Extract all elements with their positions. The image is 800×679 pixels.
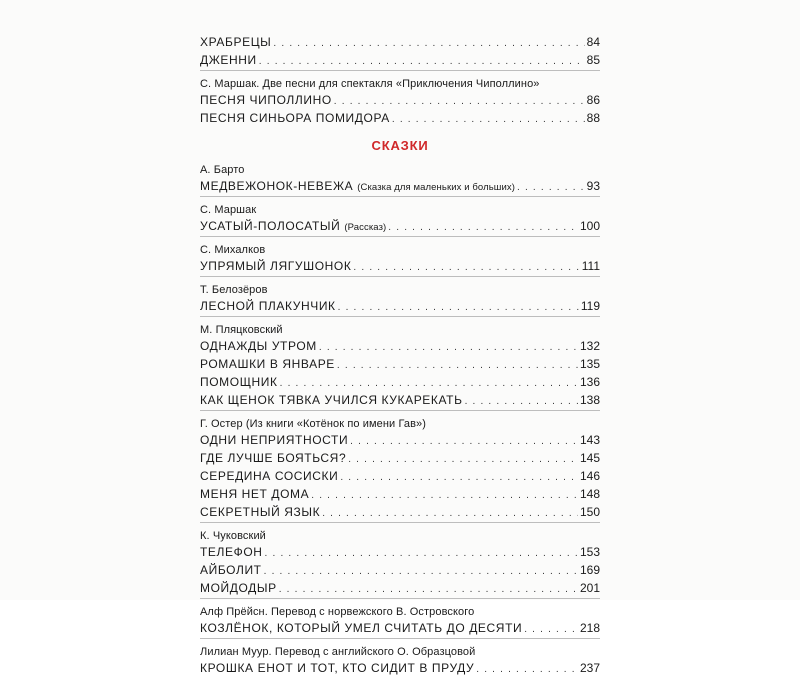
- toc-entry: [200, 543, 600, 561]
- entry-subtitle: (Рассказ): [344, 222, 387, 233]
- dot-leader: [388, 219, 578, 237]
- entry-page: 111: [581, 259, 600, 273]
- author-line: С. Михалков: [200, 244, 266, 256]
- toc-entry: [200, 373, 600, 391]
- dot-leader: [279, 581, 578, 599]
- dot-leader: [265, 545, 578, 563]
- toc-entry: [200, 109, 600, 127]
- author-line: К. Чуковский: [200, 530, 266, 542]
- entry-title: УСАТЫЙ-ПОЛОСАТЫЙ: [200, 219, 341, 233]
- dot-leader: [350, 433, 578, 451]
- dot-leader: [259, 53, 585, 71]
- entry-title: ХРАБРЕЦЫ: [200, 35, 272, 49]
- toc-entry: [200, 51, 600, 69]
- toc-entry: [200, 391, 600, 409]
- toc-entry: [200, 619, 600, 637]
- dot-leader: [353, 259, 579, 277]
- entry-page: 88: [586, 111, 600, 125]
- toc-entry: [200, 297, 600, 315]
- toc-entry: [200, 91, 600, 109]
- entry-page: 169: [579, 563, 600, 577]
- toc-entry: [200, 485, 600, 503]
- toc-entry: [200, 503, 600, 521]
- entry-page: 119: [580, 299, 600, 313]
- entry-title: ЛЕСНОЙ ПЛАКУНЧИК: [200, 299, 336, 313]
- table-of-contents: [200, 33, 600, 677]
- entry-title: АЙБОЛИТ: [200, 563, 262, 577]
- entry-title: ДЖЕННИ: [200, 53, 257, 67]
- toc-entry: [200, 561, 600, 579]
- entry-page: 85: [586, 53, 600, 67]
- entry-page: 148: [579, 487, 600, 501]
- entry-title: МЕДВЕЖОНОК-НЕВЕЖА: [200, 179, 354, 193]
- section-title: СКАЗКИ: [371, 138, 429, 153]
- dot-leader: [348, 451, 578, 469]
- entry-page: 153: [579, 545, 600, 559]
- toc-entry: [200, 431, 600, 449]
- entry-title: МЕНЯ НЕТ ДОМА: [200, 487, 310, 501]
- author-line: Г. Остер (Из книги «Котёнок по имени Гав»): [200, 418, 427, 430]
- entry-title: МОЙДОДЫР: [200, 581, 277, 595]
- entry-page: 84: [586, 35, 600, 49]
- entry-title: СЕКРЕТНЫЙ ЯЗЫК: [200, 505, 321, 519]
- author-line: Алф Прёйсн. Перевод с норвежского В. Островского: [200, 606, 475, 618]
- dot-leader: [322, 505, 578, 523]
- entry-page: 86: [586, 93, 600, 107]
- entry-page: 136: [579, 375, 600, 389]
- entry-page: 143: [579, 433, 600, 447]
- dot-leader: [273, 35, 584, 53]
- entry-page: 201: [579, 581, 600, 595]
- entry-page: 138: [579, 393, 600, 407]
- toc-entry: [200, 355, 600, 373]
- entry-title: ГДЕ ЛУЧШЕ БОЯТЬСЯ?: [200, 451, 347, 465]
- entry-page: 135: [579, 357, 600, 371]
- dot-leader: [465, 393, 578, 411]
- entry-page: 145: [579, 451, 600, 465]
- entry-title: ОДНИ НЕПРИЯТНОСТИ: [200, 433, 349, 447]
- dot-leader: [476, 661, 578, 679]
- author-line: С. Маршак. Две песни для спектакля «Приключения Чиполлино»: [200, 78, 540, 90]
- entry-title: ПЕСНЯ СИНЬОРА ПОМИДОРА: [200, 111, 390, 125]
- author-line: С. Маршак: [200, 204, 257, 216]
- entry-subtitle: (Сказка для маленьких и больших): [357, 182, 515, 193]
- author-line: Т. Белозёров: [200, 284, 268, 296]
- entry-title: УПРЯМЫЙ ЛЯГУШОНОК: [200, 259, 352, 273]
- toc-entry: [200, 217, 600, 235]
- entry-page: 132: [579, 339, 600, 353]
- entry-title: КРОШКА ЕНОТ И ТОТ, КТО СИДИТ В ПРУДУ: [200, 661, 475, 675]
- author-line: А. Барто: [200, 164, 245, 176]
- entry-title: ТЕЛЕФОН: [200, 545, 263, 559]
- toc-entry: [200, 659, 600, 677]
- entry-title: КОЗЛЁНОК, КОТОРЫЙ УМЕЛ СЧИТАТЬ ДО ДЕСЯТИ: [200, 621, 523, 635]
- dot-leader: [311, 487, 578, 505]
- entry-title: СЕРЕДИНА СОСИСКИ: [200, 469, 339, 483]
- story-groups: [200, 159, 600, 677]
- entry-page: 237: [579, 661, 600, 675]
- toc-entry: [200, 449, 600, 467]
- dot-leader: [337, 357, 578, 375]
- author-line: М. Пляцковский: [200, 324, 283, 336]
- entry-title: РОМАШКИ В ЯНВАРЕ: [200, 357, 335, 371]
- toc-entry: [200, 467, 600, 485]
- entry-page: 146: [579, 469, 600, 483]
- dot-leader: [392, 111, 585, 129]
- toc-entry: [200, 177, 600, 195]
- dot-leader: [524, 621, 578, 639]
- entry-title: КАК ЩЕНОК ТЯВКА УЧИЛСЯ КУКАРЕКАТЬ: [200, 393, 463, 407]
- dot-leader: [264, 563, 578, 581]
- dot-leader: [340, 469, 578, 487]
- toc-entry: [200, 257, 600, 275]
- dot-leader: [319, 339, 578, 357]
- toc-entry: [200, 579, 600, 597]
- toc-entry: [200, 337, 600, 355]
- dot-leader: [517, 179, 585, 197]
- entry-page: 93: [586, 179, 600, 193]
- entry-page: 100: [579, 219, 600, 233]
- entry-title: ПЕСНЯ ЧИПОЛЛИНО: [200, 93, 332, 107]
- entry-title: ОДНАЖДЫ УТРОМ: [200, 339, 317, 353]
- entry-page: 218: [579, 621, 600, 635]
- author-line: Лилиан Муур. Перевод с английского О. Образцовой: [200, 646, 476, 658]
- entry-title: ПОМОЩНИК: [200, 375, 278, 389]
- entry-page: 150: [579, 505, 600, 519]
- dot-leader: [338, 299, 579, 317]
- toc-entry: [200, 33, 600, 51]
